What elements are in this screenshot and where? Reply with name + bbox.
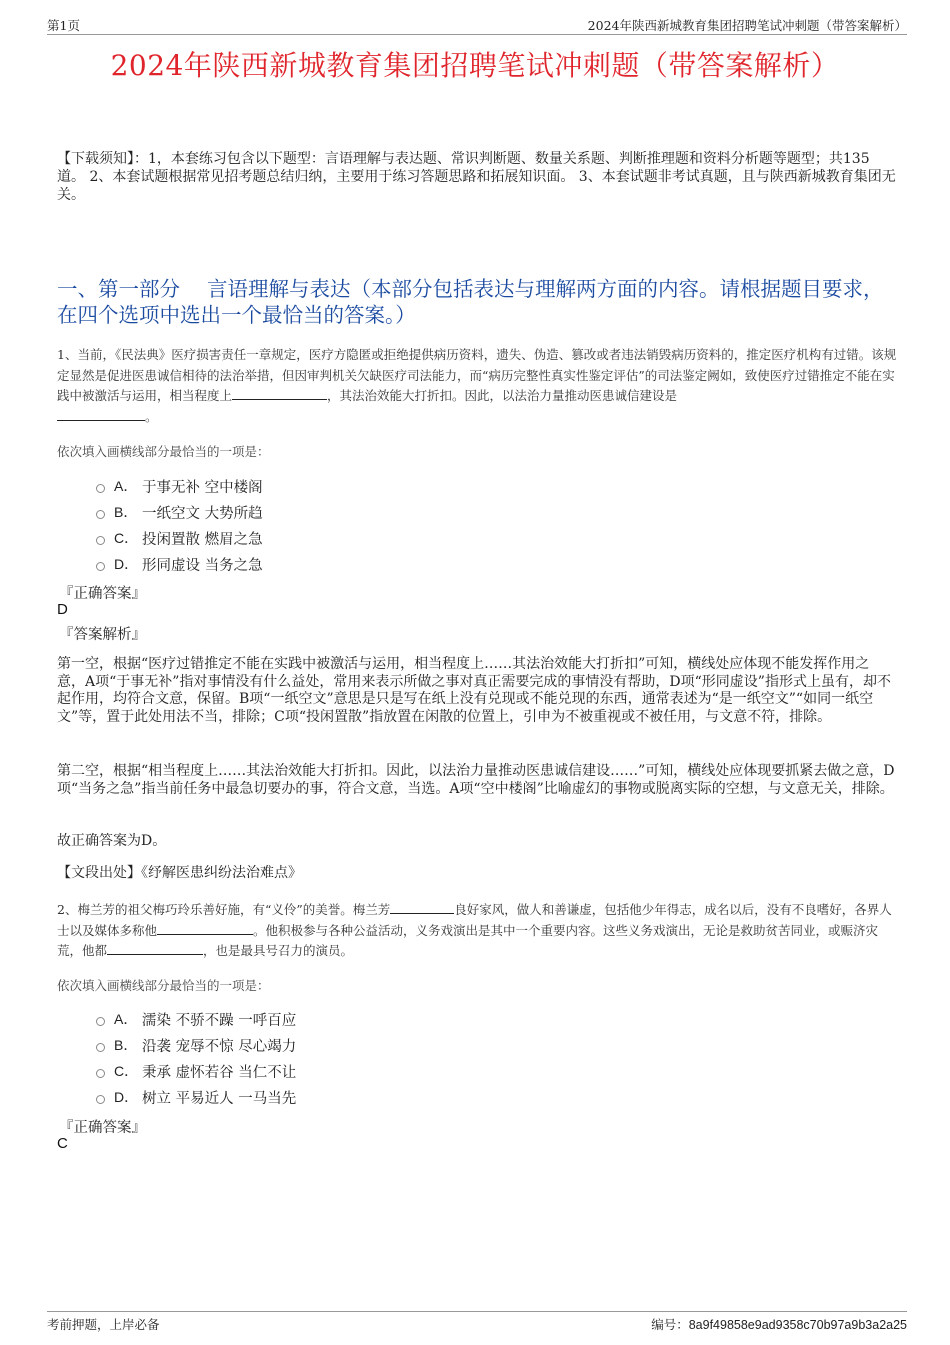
option-d[interactable]: D． 形同虚设 当务之急 (96, 551, 596, 577)
option-c[interactable]: C． 投闲置散 燃眉之急 (96, 525, 596, 551)
section-heading: 一、第一部分 言语理解与表达（本部分包括表达与理解两方面的内容。请根据题目要求，在四个选项中选出一个最恰当的答案。） (57, 277, 884, 327)
question-1-text-b: ，其法治效能大打折扣。因此，以法治力量推动医患诚信建设是 (327, 388, 678, 403)
option-text: 濡染 不骄不躁 一呼百应 (142, 1012, 297, 1029)
radio-icon[interactable] (96, 1017, 105, 1026)
option-text: 秉承 虚怀若谷 当仁不让 (142, 1064, 297, 1081)
radio-icon[interactable] (96, 1043, 105, 1052)
answer-blank-2 (57, 407, 145, 421)
option-b[interactable]: B． 一纸空文 大势所趋 (96, 499, 596, 525)
option-a[interactable]: A． 于事无补 空中楼阁 (96, 473, 596, 499)
footer-code (651, 1315, 907, 1333)
option-text: 于事无补 空中楼阁 (142, 479, 263, 496)
answer-blank-3 (107, 941, 203, 955)
answer-blank-2 (157, 921, 253, 935)
footer-slogan: 考前押题，上岸必备 (47, 1317, 160, 1332)
question-1-text (57, 345, 899, 427)
footer-code-label: 编号： (651, 1317, 689, 1332)
page-header (47, 14, 907, 35)
option-text: 一纸空文 大势所趋 (142, 505, 263, 522)
footer-code-value: 8a9f49858e9ad9358c70b97a9b3a2a25 (688, 1318, 907, 1332)
radio-icon[interactable] (96, 1069, 105, 1078)
answer-blank-1 (390, 900, 454, 914)
question-2-options (96, 1006, 596, 1110)
analysis-paragraph-2: 第二空，根据“相当程度上……其法治效能大打折扣。因此，以法治力量推动医患诚信建设……”可知，横线处应体现要抓紧去做之意，D项“当务之急”指当前任务中最急切要办的事，符合文意，当选。A项“空中楼阁”比喻虚幻的事物或脱离实际的空想，与文意无关，排除。 (57, 763, 895, 797)
radio-icon[interactable] (96, 484, 105, 493)
text-source: 【文段出处】《纾解医患纠纷法治难点》 (57, 865, 302, 881)
option-text: 形同虚设 当务之急 (142, 557, 263, 574)
page-footer (47, 1311, 907, 1334)
question-2-prompt: 依次填入画横线部分最恰当的一项是： (57, 978, 270, 993)
question-1-prompt: 依次填入画横线部分最恰当的一项是： (57, 444, 270, 459)
option-text: 沿袭 宠辱不惊 尽心竭力 (142, 1038, 297, 1055)
document-title: 2024年陕西新城教育集团招聘笔试冲刺题（带答案解析） (110, 49, 840, 82)
correct-answer-label: 『正确答案』 (59, 586, 146, 602)
analysis-label: 『答案解析』 (59, 627, 146, 643)
option-d[interactable]: D． 树立 平易近人 一马当先 (96, 1084, 596, 1110)
question-2-text-c: 。他积极参与各种公益活动，义务戏演出是其中一个重要内容。这些义务戏演出，无论是救助贫苦同业，或赈济灾荒，他都 (57, 922, 879, 958)
question-2-text-d: ，也是最具号召力的演员。 (203, 943, 354, 958)
analysis-paragraph-1: 第一空，根据“医疗过错推定不能在实践中被激活与运用，相当程度上……其法治效能大打折扣”可知，横线处应体现不能发挥作用之意，A项“于事无补”指对事情没有什么益处，常用来表示所做之事对真正需要完成的事情没有帮助，D项“形同虚设”指形式上虽有，却不起作用，均符合文意，保留。B项“一纸空文”意思是只是写在纸上没有兑现或不能兑现的东西，通常表述为“是一纸空文”“如同一纸空文”等，置于此处用法不当，排除；C项“投闲置散”指放置在闲散的位置上，引申为不被重视或不被任用，与文意不符，排除。 (57, 656, 891, 725)
question-1-text-a: 1、当前，《民法典》医疗损害责任一章规定，医疗方隐匿或拒绝提供病历资料，遗失、伪造、篡改或者违法销毁病历资料的，推定医疗机构有过错。该规定显然是促进医患诚信相待的法治举措，但因审判机关欠缺医疗司法能力，而“病历完整性真实性鉴定评估”的司法鉴定阙如，致使医疗过错推定不能在实践中被激活与运用，相当程度上 (57, 347, 897, 403)
radio-icon[interactable] (96, 1095, 105, 1104)
question-1-text-c: 。 (145, 408, 158, 424)
download-notice: 【下载须知】：1，本套练习包含以下题型：言语理解与表达题、常识判断题、数量关系题、判断推理题和资料分析题等题型；共135道。 2、本套试题根据常见招考题总结归纳，主要用于练习答题思路和拓展知识面。 3、本套试题非考试真题，且与陕西新城教育集团无关。 (57, 151, 896, 203)
page-number: 第1页 (47, 18, 80, 33)
option-b[interactable]: B． 沿袭 宠辱不惊 尽心竭力 (96, 1032, 596, 1058)
correct-answer-label: 『正确答案』 (59, 1120, 146, 1136)
option-c[interactable]: C． 秉承 虚怀若谷 当仁不让 (96, 1058, 596, 1084)
correct-answer-value: C (57, 1135, 68, 1152)
header-doc-name: 2024年陕西新城教育集团招聘笔试冲刺题（带答案解析） (587, 18, 907, 33)
analysis-conclusion: 故正确答案为D。 (57, 833, 167, 849)
option-a[interactable]: A． 濡染 不骄不躁 一呼百应 (96, 1006, 596, 1032)
question-2-text-a: 2、梅兰芳的祖父梅巧玲乐善好施，有“义伶”的美誉。梅兰芳 (57, 902, 391, 917)
answer-blank-1 (232, 386, 327, 400)
option-text: 树立 平易近人 一马当先 (142, 1090, 297, 1107)
question-2-text (57, 900, 899, 962)
radio-icon[interactable] (96, 510, 105, 519)
question-2-text-b: 良好家风，做人和善谦虚，包括他少年得志，成名以后，没有不良嗜好，各界人士以及媒体多称他 (57, 902, 892, 938)
radio-icon[interactable] (96, 562, 105, 571)
question-1-options (96, 473, 596, 577)
option-text: 投闲置散 燃眉之急 (142, 531, 263, 548)
radio-icon[interactable] (96, 536, 105, 545)
correct-answer-value: D (57, 601, 68, 618)
